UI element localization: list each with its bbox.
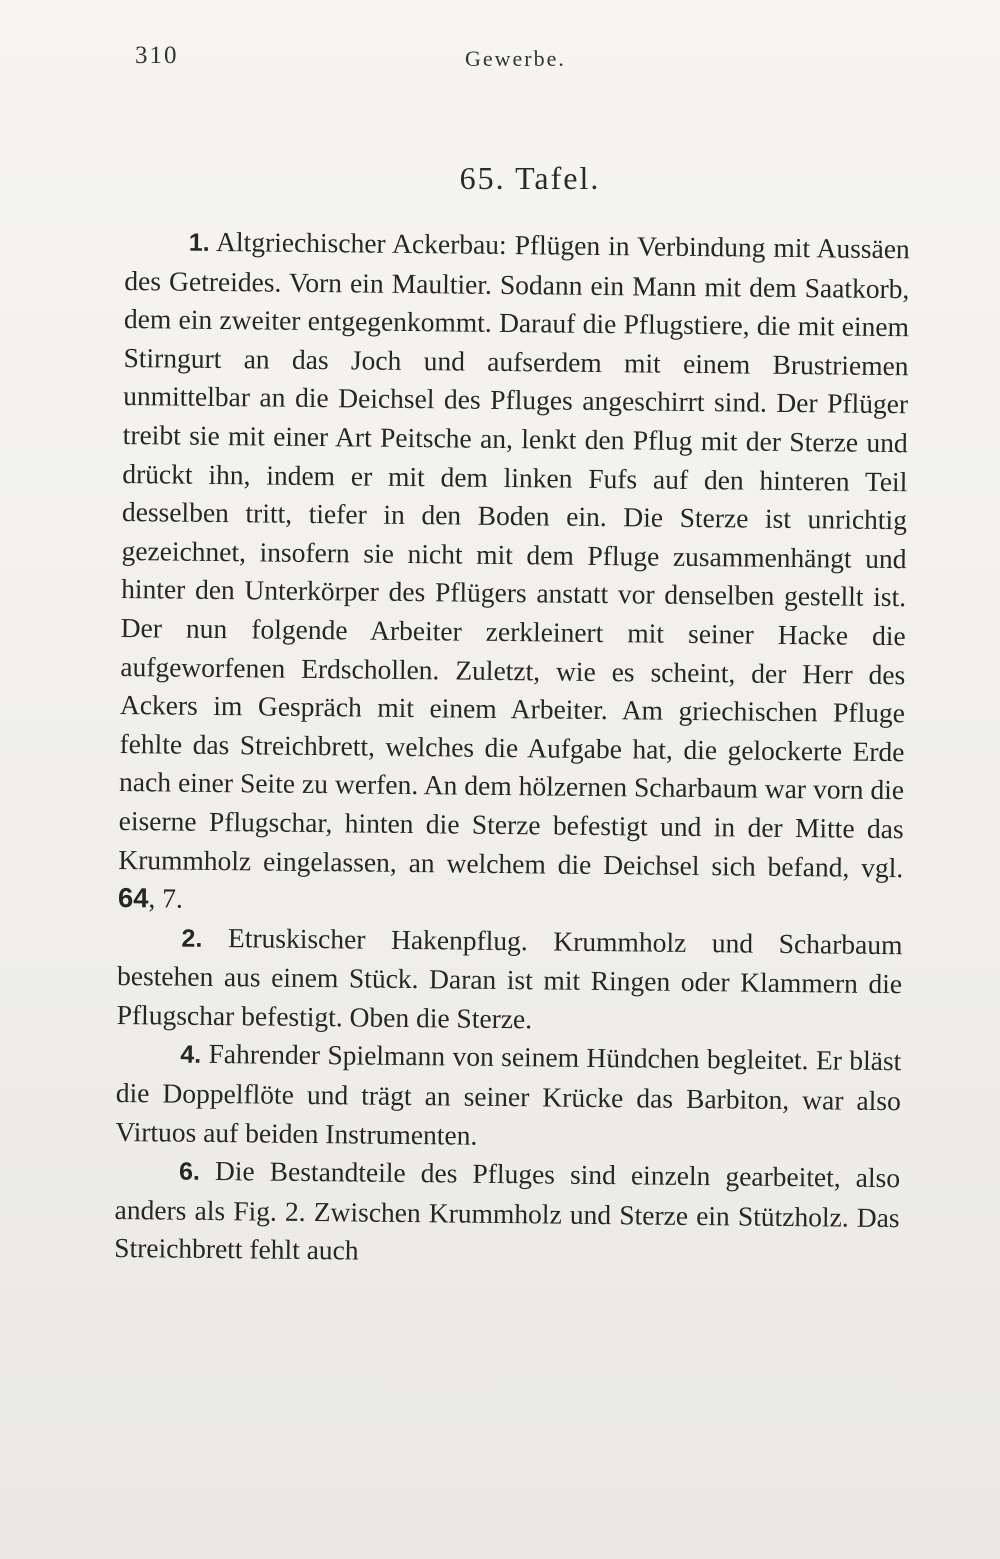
- entry-1: [118, 222, 910, 926]
- body-text: [114, 222, 910, 1276]
- entry-text-tail: , 7.: [148, 882, 184, 914]
- entry-6: [114, 1151, 900, 1276]
- entry-2: [116, 918, 902, 1043]
- entry-text: Die Bestandteile des Pfluges sind einzeln gearbeitet, also anders als Fig. 2. Zwischen Krummholz und Sterze ein Stützholz. Das Streichbrett fehlt auch: [114, 1155, 901, 1266]
- entry-number: 6.: [178, 1157, 201, 1187]
- entry-number: 1.: [188, 228, 210, 257]
- entry-text: Altgriechischer Ackerbau: Pflügen in Verbindung mit Aussäen des Getreides. Vorn ein Maultier. Sodann ein Mann mit dem Saatkorb, dem ein zweiter entgegenkommt. Darauf die Pflugstiere, die mit einem Stirngurt an das Joch und aufserdem mit einem Brustriemen unmittelbar an die Deichsel des Pfluges angeschirrt sind. Der Pflüger treibt sie mit einer Art Peitsche an, lenkt den Pflug mit der Sterze und drückt ihn, indem er mit dem linken Fufs auf den hinteren Teil desselben tritt, tiefer in den Boden ein. Die Sterze ist unrichtig gezeichnet, insofern sie nicht mit dem Pfluge zusammenhängt und hinter den Unterkörper des Pflügers anstatt vor denselben gestellt ist. Der nun folgende Arbeiter zerkleinert mit seiner Hacke die aufgeworfenen Erdschollen. Zuletzt, wie es scheint, der Herr des Ackers im Gespräch mit einem Arbeiter. Am griechischen Pfluge fehlte das Streichbrett, welches die Aufgabe hat, die gelockerte Erde nach einer Seite zu werfen. An dem hölzernen Scharbaum war vorn die eiserne Pflugschar, hinten die Sterze befestigt und in der Mitte das Krummholz eingelassen, an welchem die Deichsel sich befand, vgl.: [118, 225, 910, 883]
- entry-number: 2.: [181, 924, 203, 953]
- running-title: Gewerbe.: [465, 46, 566, 71]
- entry-4: [115, 1034, 901, 1159]
- figure-reference: 64: [117, 882, 149, 914]
- entry-number: 4.: [180, 1041, 202, 1070]
- page-number: 310: [135, 42, 179, 69]
- plate-title: 65. Tafel.: [459, 160, 601, 196]
- entry-text: Fahrender Spielmann von seinem Hündchen begleitet. Er bläst die Doppelflöte und trägt an seiner Krücke das Barbiton, war also Virtuos auf beiden Instrumenten.: [115, 1038, 902, 1151]
- entry-text: Etruskischer Hakenpflug. Krummholz und Scharbaum bestehen aus einem Stück. Daran ist mit Ringen oder Klammern die Pflugschar befestigt. Oben die Sterze.: [116, 921, 903, 1035]
- running-head: [135, 42, 915, 82]
